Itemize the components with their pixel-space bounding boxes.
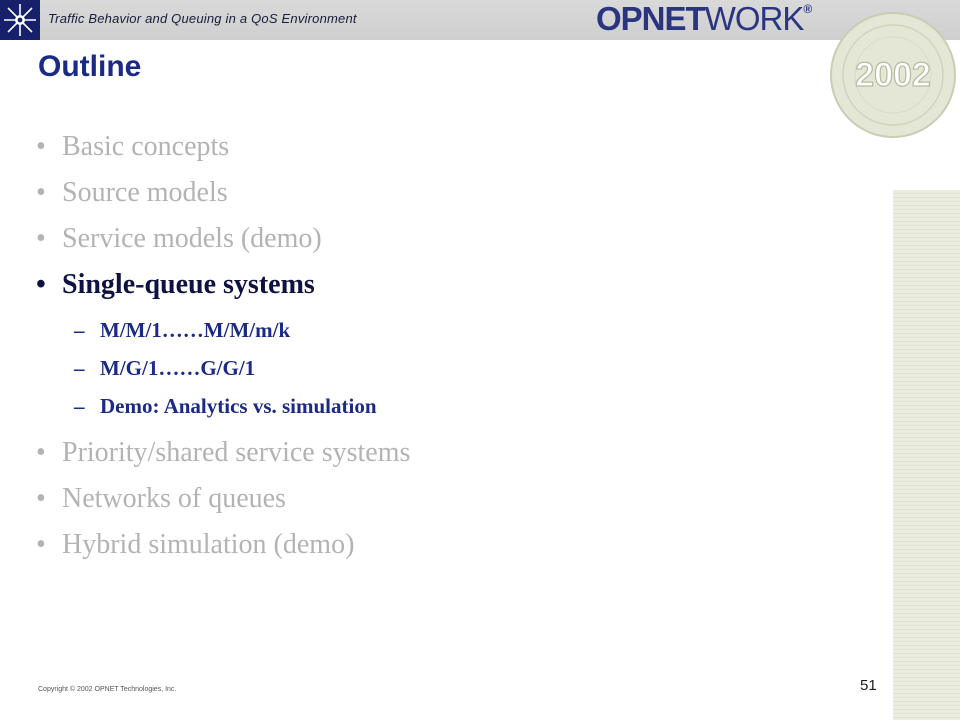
decorative-strip [893, 190, 960, 720]
bullet-icon: • [36, 223, 46, 254]
outline-item-label: Networks of queues [62, 483, 286, 514]
bullet-icon: • [36, 269, 46, 300]
bullet-icon: • [36, 177, 46, 208]
opnetwork-logo [596, 2, 811, 36]
outline-item-label: Hybrid simulation (demo) [62, 529, 355, 560]
outline-subitem-label: M/G/1……G/G/1 [100, 356, 256, 380]
brand-mark: ® [803, 2, 812, 16]
header-title: Traffic Behavior and Queuing in a QoS Environment [48, 11, 357, 26]
slide-title: Outline [38, 50, 142, 83]
medallion-year: 2002 [855, 56, 931, 94]
outline-item-label: Single-queue systems [62, 269, 315, 300]
dash-icon: – [74, 356, 85, 380]
outline-subitem-label: M/M/1……M/M/m/k [100, 318, 291, 342]
star-logo-icon [0, 0, 40, 40]
outline-item-label: Service models (demo) [62, 223, 322, 254]
dash-icon: – [74, 318, 85, 342]
bullet-icon: • [36, 437, 46, 468]
dash-icon: – [74, 394, 85, 418]
outline-item-label: Source models [62, 177, 228, 208]
brand-prefix: OPNET [596, 0, 705, 37]
bullet-icon: • [36, 131, 46, 162]
bullet-icon: • [36, 529, 46, 560]
outline-item-label: Basic concepts [62, 131, 230, 162]
copyright-text: Copyright © 2002 OPNET Technologies, Inc. [38, 686, 177, 693]
page-number: 51 [860, 677, 877, 694]
outline-item-label: Priority/shared service systems [62, 437, 411, 468]
bullet-icon: • [36, 483, 46, 514]
outline-subitem-label: Demo: Analytics vs. simulation [100, 394, 377, 418]
brand-suffix: WORK [704, 0, 804, 37]
year-medallion [826, 8, 960, 142]
